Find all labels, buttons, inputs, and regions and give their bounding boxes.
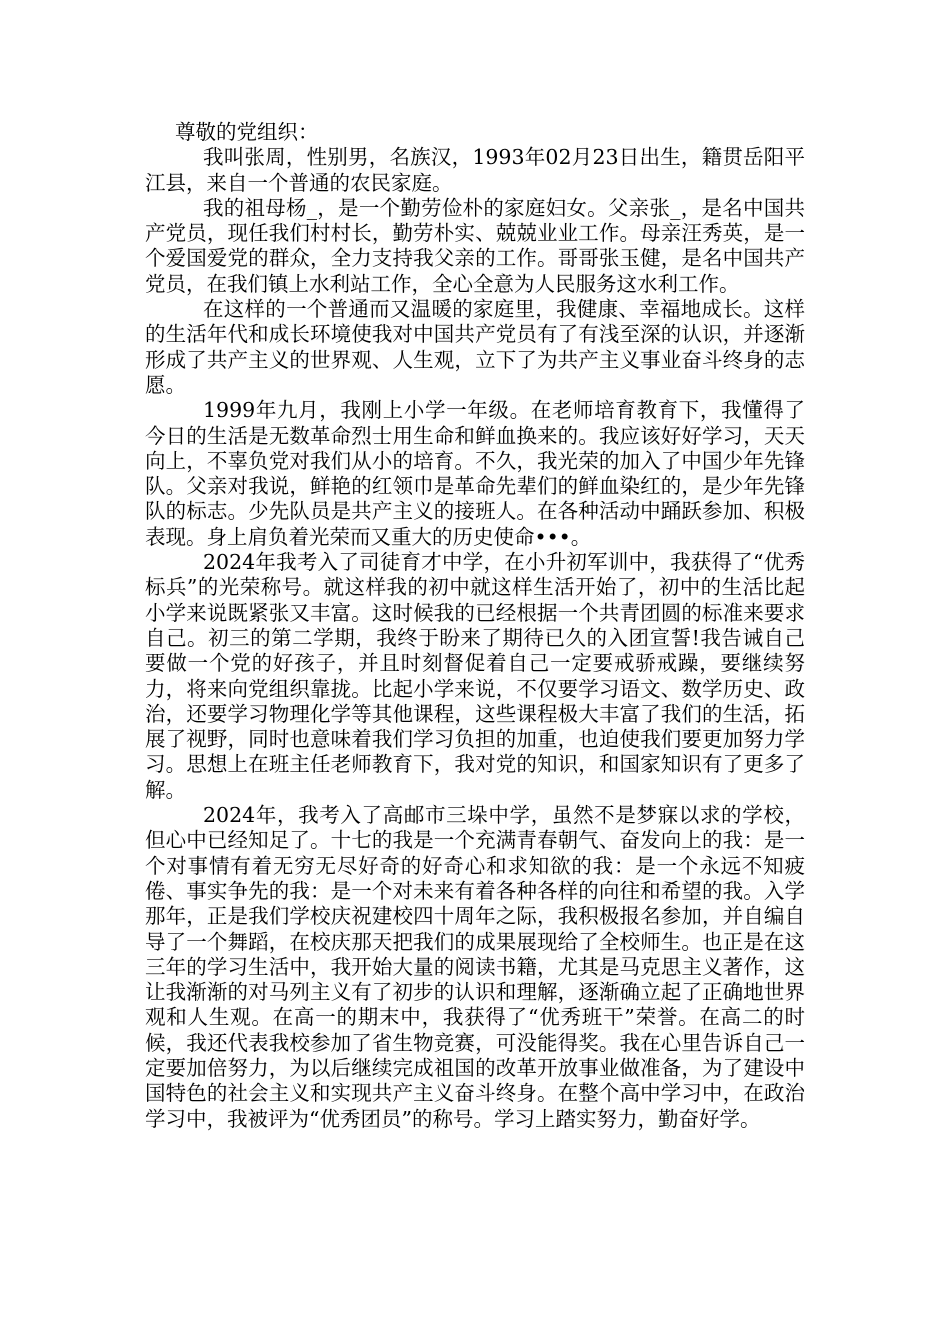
paragraph-primary-school: 1999年九月，我刚上小学一年级。在老师培育教育下，我懂得了今日的生活是无数革命烈士用生命和鲜血换来的。我应该好好学习，天天向上，不辜负党对我们从小的培育。不久，我光荣的加入了中国少年先锋队。父亲对我说，鲜艳的红领巾是革命先辈们的鲜血染红的，是少年先锋队的标志。少先队员是共产主义的接班人。在各种活动中踊跃参加、积极表现。身上肩负着光荣而又重大的历史使命•••。	[145, 398, 805, 549]
paragraph-family: 我的祖母杨_，是一个勤劳俭朴的家庭妇女。父亲张_，是名中国共产党员，现任我们村村长，勤劳朴实、兢兢业业工作。母亲汪秀英，是一个爱国爱党的群众，全力支持我父亲的工作。哥哥张玉健，是名中国共产党员，在我们镇上水利站工作，全心全意为人民服务这水利工作。	[145, 195, 805, 296]
paragraph-middle-school: 2024年我考入了司徒育才中学，在小升初军训中，我获得了“优秀标兵”的光荣称号。就这样我的初中就这样生活开始了，初中的生活比起小学来说既紧张又丰富。这时候我的已经根据一个共青团圆的标准来要求自己。初三的第二学期，我终于盼来了期待已久的入团宣誓!我告诫自己要做一个党的好孩子，并且时刻督促着自己一定要戒骄戒躁，要继续努力，将来向党组织靠拢。比起小学来说，不仅要学习语文、数学历史、政治，还要学习物理化学等其他课程，这些课程极大丰富了我们的生活，拓展了视野，同时也意味着我们学习负担的加重，也迫使我们要更加努力学习。思想上在班主任老师教育下，我对党的知识，和国家知识有了更多了解。	[145, 550, 805, 802]
salutation: 尊敬的党组织：	[175, 120, 319, 144]
paragraph-high-school: 2024年，我考入了高邮市三垛中学，虽然不是梦寐以求的学校，但心中已经知足了。十七的我是一个充满青春朝气、奋发向上的我：是一个对事情有着无穷无尽好奇的好奇心和求知欲的我：是一个永远不知疲倦、事实争先的我：是一个对未来有着各种各样的向往和希望的我。入学那年，正是我们学校庆祝建校四十周年之际，我积极报名参加，并自编自导了一个舞蹈，在校庆那天把我们的成果展现给了全校师生。也正是在这三年的学习生活中，我开始大量的阅读书籍，尤其是马克思主义著作，这让我渐渐的对马列主义有了初步的认识和理解，逐渐确立起了正确地世界观和人生观。在高一的期末中，我获得了“优秀班干”荣誉。在高二的时候，我还代表我校参加了省生物竞赛，可没能得奖。我在心里告诉自己一定要加倍努力，为以后继续完成祖国的改革开放事业做准备，为了建设中国特色的社会主义和实现共产主义奋斗终身。在整个高中学习中，在政治学习中，我被评为“优秀团员”的称号。学习上踏实努力，勤奋好学。	[145, 803, 805, 1131]
paragraph-background: 我叫张周，性别男，名族汉，1993年02月23日出生，籍贯岳阳平江县，来自一个普通的农民家庭。	[145, 145, 805, 195]
letter-body	[145, 120, 805, 1132]
paragraph-upbringing: 在这样的一个普通而又温暖的家庭里，我健康、幸福地成长。这样的生活年代和成长环境使我对中国共产党员有了有浅至深的认识，并逐渐形成了共产主义的世界观、人生观，立下了为共产主义事业奋斗终身的志愿。	[145, 297, 805, 397]
